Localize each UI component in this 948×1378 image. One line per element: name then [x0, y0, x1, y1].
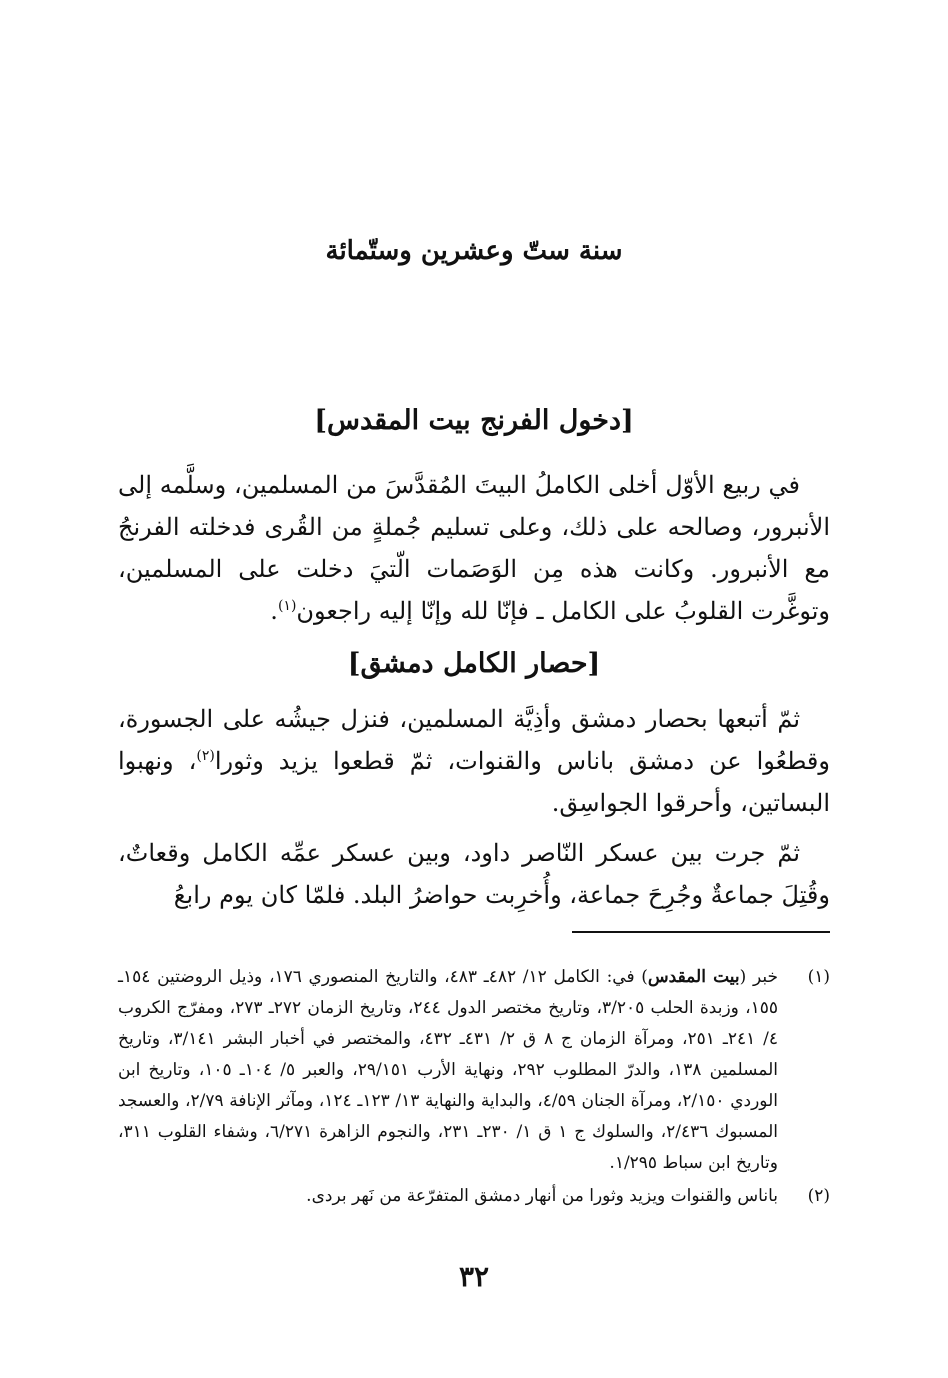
footnote-lead: خبر (: [739, 967, 779, 987]
footnote-2: [118, 1181, 830, 1212]
page-number: ٣٢: [458, 1260, 490, 1293]
footnotes: [118, 962, 830, 1214]
footnote-text: [118, 962, 778, 1179]
footnote-body: ) في: الكامل ١٢/ ٤٨٢ـ ٤٨٣، والتاريخ المنصوري ١٧٦، وذيل الروضتين ١٥٤ـ ١٥٥، وزبدة الحلب ٣/٢٠٥، وتاريخ مختصر الدول ٢٤٤، وتاريخ الزمان ٢٧٢ـ ٢٧٣، ومفرّج الكروب ٤/ ٢٤١ـ ٢٥١، ومرآة الزمان ج ٨ ق ٢/ ٤٣١ـ ٤٣٢، والمختصر في أخبار البشر ٣/١٤١، وتاريخ المسلمين ١٣٨، والدرّ المطلوب ٢٩٢، ونهاية الأرب ٢٩/١٥١، والعبر ٥/ ١٠٤ـ ١٠٥، وتاريخ ابن الوردي ٢/١٥٠، ومرآة الجنان ٤/٥٩، والبداية والنهاية ١٣/ ١٢٣ـ ١٢٤، ومآثر الإنافة ٢/٧٩، والعسجد المسبوك ٢/٤٣٦، والسلوك ج ١ ق ١/ ٢٣٠ـ ٢٣١، والنجوم الزاهرة ٦/٢٧١، وشفاء القلوب ٣١١، وتاريخ ابن سباط ١/٢٩٥.: [118, 967, 779, 1173]
footnote-body: باناس والقنوات ويزيد وثورا من أنهار دمشق المتفرّعة من نَهر بردى.: [306, 1186, 778, 1206]
paragraph-text: ثمّ جرت بين عسكر النّاصر داود، وبين عسكر عمِّه الكامل وقعاتٌ، وقُتِلَ جماعةٌ وجُرِحَ جماعة، وأُخرِبت حواضرُ البلد. فلمّا كان يوم رابعُ: [118, 839, 830, 909]
section-heading-jerusalem: [دخول الفرنج بيت المقدس]: [314, 405, 634, 436]
footnote-1: [118, 962, 830, 1179]
paragraph-battles: [118, 832, 830, 916]
chapter-title: سنة ستّ وعشرين وستّمائة: [325, 236, 623, 266]
paragraph-damascus-siege: [118, 698, 830, 824]
footnote-ref-1[interactable]: (١): [277, 598, 297, 614]
section-heading-damascus-siege: [حصار الكامل دمشق]: [347, 648, 601, 679]
paragraph-text-end: ، ونهبوا البساتين، وأحرقوا الجواسِق.: [118, 747, 830, 817]
footnote-bold-term: بيت المقدس: [647, 967, 740, 987]
paragraph-jerusalem: [118, 464, 830, 632]
paragraph-text-end: .: [270, 597, 278, 625]
footnote-number: (١): [807, 967, 830, 987]
paragraph-text: ثمّ أتبعها بحصار دمشق وأذِيَّة المسلمين، فنزل جيشُه على الجسورة، وقطعُوا عن دمشق باناس والقنوات، ثمّ قطعوا يزيد وثورا: [118, 705, 830, 775]
footnote-text: [118, 1181, 778, 1212]
footnote-number: (٢): [807, 1186, 830, 1206]
footnote-ref-2[interactable]: (٢): [196, 748, 215, 764]
paragraph-text: في ربيع الأوّل أخلى الكاملُ البيتَ المُقدَّسَ من المسلمين، وسلَّمه إلى الأنبرور، وصالحه على ذلك، وعلى تسليم جُملةٍ من القُرى فدخلته الفرنجُ مع الأنبرور. وكانت هذه مِن الوَصَمات الّتيَ دخلت على المسلمين، وتوغَّرت القلوبُ على الكامل ـ فإنّا لله وإنّا إليه راجعون: [118, 471, 830, 625]
footnote-divider: [572, 931, 830, 933]
